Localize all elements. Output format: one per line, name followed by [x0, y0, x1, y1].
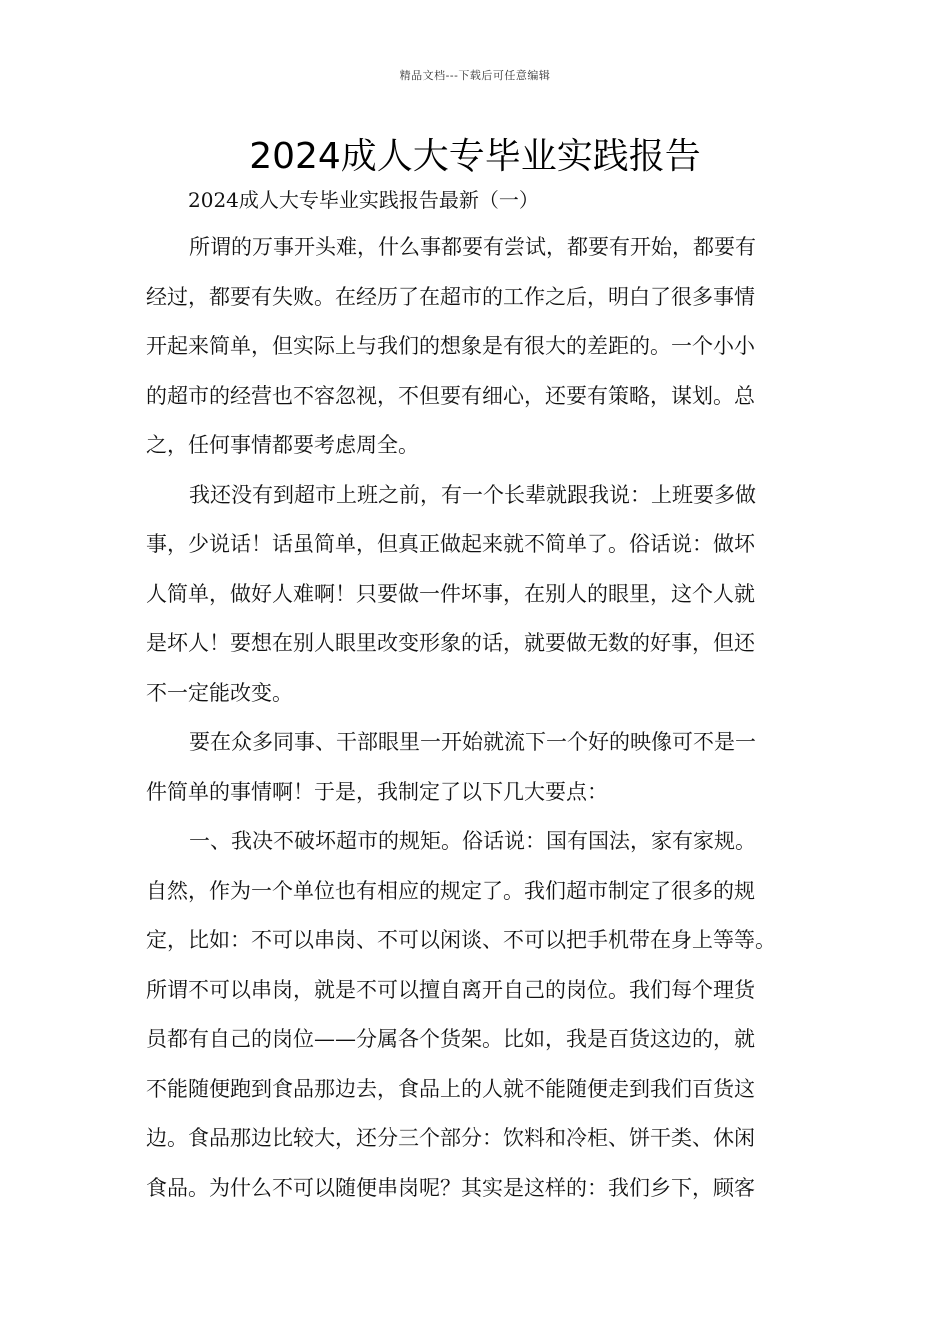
text-line: 之，任何事情都要考虑周全。 [146, 433, 419, 457]
text-line: 自然，作为一个单位也有相应的规定了。我们超市制定了很多的规 [146, 878, 755, 903]
document-title: 2024成人大专毕业实践报告 [249, 136, 701, 177]
text-line: 不能随便跑到食品那边去，食品上的人就不能随便走到我们百货这 [146, 1076, 755, 1101]
text-line: 是坏人！要想在别人眼里改变形象的话，就要做无数的好事，但还 [146, 631, 755, 655]
document-subtitle: 2024成人大专毕业实践报告最新（一） [188, 188, 539, 212]
text-line: 开起来简单，但实际上与我们的想象是有很大的差距的。一个小小 [146, 334, 755, 358]
text-line: 边。食品那边比较大，还分三个部分：饮料和冷柜、饼干类、休闲 [146, 1126, 755, 1150]
paragraph-3 [146, 718, 814, 817]
text-line: 要在众多同事、干部眼里一开始就流下一个好的映像可不是一 [189, 730, 756, 754]
paragraph-2 [146, 471, 814, 719]
text-line: 一、我决不破坏超市的规矩。俗话说：国有国法，家有家规。 [189, 829, 756, 853]
text-line: 我还没有到超市上班之前，有一个长辈就跟我说：上班要多做 [189, 482, 756, 507]
paragraph-4 [146, 817, 814, 1213]
text-line: 事，少说话！话虽简单，但真正做起来就不简单了。俗话说：做坏 [146, 532, 755, 556]
text-line: 经过，都要有失败。在经历了在超市的工作之后，明白了很多事情 [146, 284, 755, 309]
text-line: 员都有自己的岗位——分属各个货架。比如，我是百货这边的，就 [146, 1027, 755, 1051]
header-note: 精品文档---下载后可任意编辑 [399, 69, 551, 82]
text-line: 不一定能改变。 [146, 680, 293, 705]
text-line: 件简单的事情啊！于是，我制定了以下几大要点： [146, 779, 608, 804]
text-line: 食品。为什么不可以随便串岗呢？其实是这样的：我们乡下，顾客 [146, 1175, 755, 1200]
text-line: 定，比如：不可以串岗、不可以闲谈、不可以把手机带在身上等等。 [146, 928, 776, 952]
text-line: 所谓的万事开头难，什么事都要有尝试，都要有开始，都要有 [189, 235, 756, 259]
paragraph-1 [146, 223, 814, 471]
text-line: 所谓不可以串岗，就是不可以擅自离开自己的岗位。我们每个理货 [146, 977, 755, 1002]
text-line: 人简单，做好人难啊！只要做一件坏事，在别人的眼里，这个人就 [146, 581, 755, 606]
text-line: 的超市的经营也不容忽视，不但要有细心，还要有策略，谋划。总 [146, 383, 755, 408]
document-body [146, 178, 814, 1213]
